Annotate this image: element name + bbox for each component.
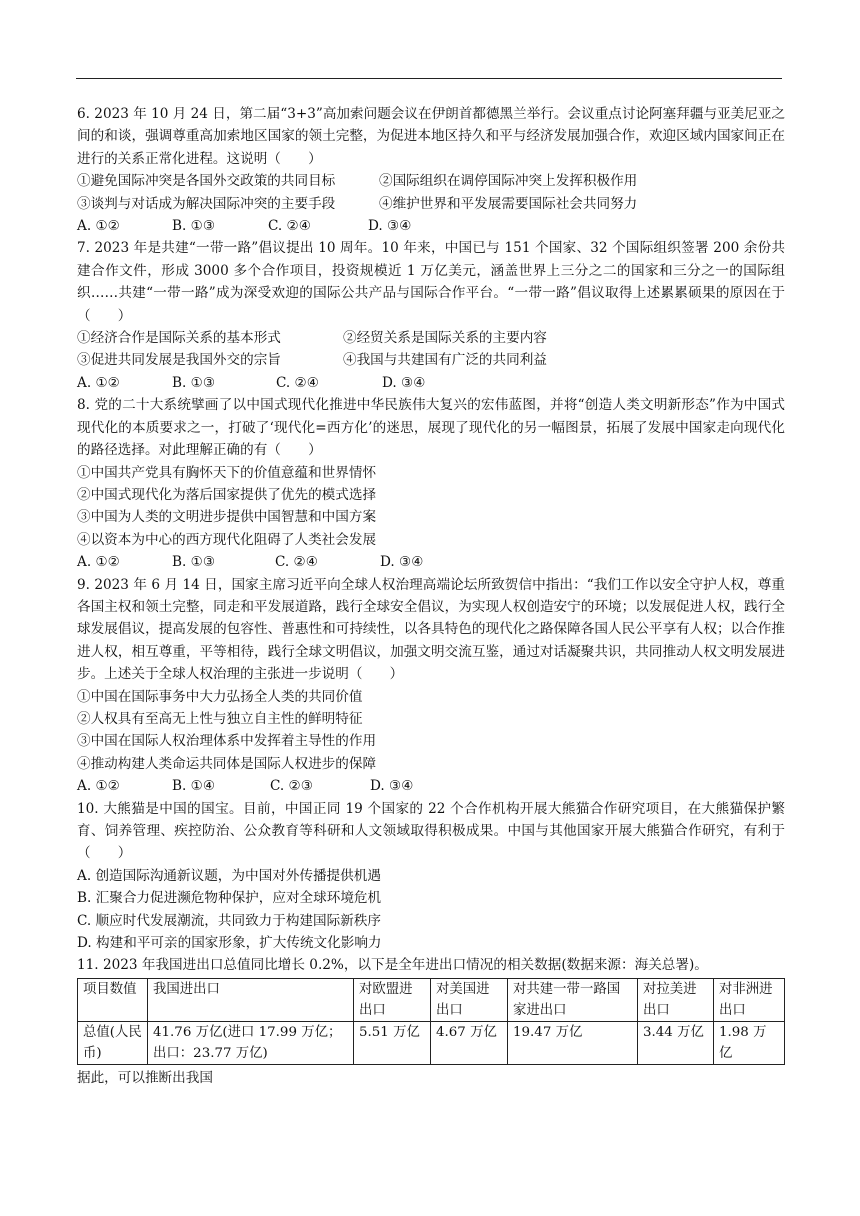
choice-a: A. ①② [77, 554, 120, 571]
question-10-stem: 10. 大熊猫是中国的国宝。目前，中国正同 19 个国家的 22 个合作机构开展大熊猫合作研究项目，在大熊猫保护繁育、饲养管理、疾控防治、公众教育等科研和人文领域取得积极成果。中国与其他国家开展大熊猫合作研究，有利于（ ） [77, 800, 785, 862]
choice-a: A. 创造国际沟通新议题，为中国对外传播提供机遇 [77, 867, 381, 884]
table-cell: 19.47 万亿 [508, 1021, 638, 1064]
choice-b: B. ①③ [172, 554, 216, 571]
choice-c: C. ②④ [276, 374, 319, 391]
question-11-followup: 据此，可以推断出我国 [77, 1069, 213, 1086]
choice-d: D. ③④ [380, 554, 424, 571]
question-6-stem: 6. 2023 年 10 月 24 日，第二届“3+3”高加索问题会议在伊朗首都德黑兰举行。会议重点讨论阿塞拜疆与亚美尼亚之间的和谈，强调尊重高加索地区国家的领土完整，为促进本地区持久和平与经济发展加强合作，欢迎区域内国家间正在进行的关系正常化进程。这说明（ ） [77, 106, 786, 167]
table-cell: 5.51 万亿 [354, 1021, 431, 1064]
statement-1: ①避免国际冲突是各国外交政策的共同目标 [77, 173, 336, 190]
statement-2: ②人权具有至高无上性与独立自主性的鲜明特征 [77, 710, 363, 727]
table-row [78, 1021, 785, 1064]
statement-4: ④以资本为中心的西方现代化阻碍了人类社会发展 [77, 531, 377, 548]
choice-d: D. ③④ [382, 374, 426, 391]
table-header-cell: 对共建一带一路国家进出口 [508, 978, 638, 1021]
table-header-cell: 对欧盟进出口 [354, 978, 431, 1021]
table-header-cell: 对非洲进出口 [714, 978, 785, 1021]
choice-b: B. ①③ [172, 374, 216, 391]
table-cell: 1.98 万亿 [714, 1021, 785, 1064]
question-7-statements [77, 327, 785, 372]
choice-b: B. 汇聚合力促进濒危物种保护，应对全球环境危机 [77, 890, 382, 907]
trade-data-table [77, 978, 785, 1065]
question-9-stem: 9. 2023 年 6 月 14 日，国家主席习近平向全球人权治理高端论坛所致贺信中指出：“我们工作以安全守护人权，尊重各国主权和领土完整，同走和平发展道路，践行全球安全倡议，为实现人权创造安宁的环境；以发展促进人权，践行全球发展倡议，提高发展的包容性、普惠性和可持续性，以各具特色的现代化之路保障各国人民公平享有人权；以合作推进人权，相互尊重，平等相待，践行全球文明倡议，加强文明交流互鉴，通过对话凝聚共识，共同推动人权文明发展进步。上述关于全球人权治理的主张进一步说明（ ） [77, 576, 785, 683]
question-6-choices [77, 215, 785, 237]
table-header-cell: 项目数值 [78, 978, 148, 1021]
question-list [77, 103, 785, 1089]
statement-1: ①中国在国际事务中大力弘扬全人类的共同价值 [77, 688, 363, 705]
question-7-choices [77, 372, 785, 394]
choice-d: D. ③④ [368, 218, 412, 235]
table-cell: 4.67 万亿 [431, 1021, 508, 1064]
statement-3: ③谈判与对话成为解决国际冲突的主要手段 [77, 195, 336, 212]
table-header-cell: 我国进出口 [148, 978, 354, 1021]
statement-4: ④我国与共建国有广泛的共同利益 [343, 352, 547, 369]
choice-c: C. 顺应时代发展潮流，共同致力于构建国际新秩序 [77, 912, 382, 929]
question-11-stem: 11. 2023 年我国进出口总值同比增长 0.2%，以下是全年进出口情况的相关数据(数据来源：海关总署)。 [77, 957, 708, 974]
choice-d: D. ③④ [370, 778, 414, 795]
statement-3: ③中国为人类的文明进步提供中国智慧和中国方案 [77, 509, 377, 526]
choice-c: C. ②④ [268, 218, 311, 235]
header-rule [76, 78, 782, 79]
choice-c: C. ②④ [275, 554, 318, 571]
statement-2: ②国际组织在调停国际冲突上发挥积极作用 [379, 173, 638, 190]
table-header-row [78, 978, 785, 1021]
choice-b: B. ①③ [172, 218, 216, 235]
choice-d: D. 构建和平可亲的国家形象，扩大传统文化影响力 [77, 935, 382, 952]
table-header-cell: 对拉美进出口 [638, 978, 714, 1021]
statement-2: ②中国式现代化为落后国家提供了优先的模式选择 [77, 486, 377, 503]
table-cell: 41.76 万亿(进口 17.99 万亿；出口：23.77 万亿) [148, 1021, 354, 1064]
question-9-choices [77, 775, 785, 797]
choice-a: A. ①② [77, 218, 120, 235]
choice-c: C. ②③ [270, 778, 313, 795]
choice-a: A. ①② [77, 778, 120, 795]
question-6-statements [77, 170, 785, 215]
table-cell: 3.44 万亿 [638, 1021, 714, 1064]
statement-3: ③中国在国际人权治理体系中发挥着主导性的作用 [77, 733, 377, 750]
statement-4: ④维护世界和平发展需要国际社会共同努力 [379, 195, 638, 212]
statement-1: ①中国共产党具有胸怀天下的价值意蕴和世界情怀 [77, 464, 377, 481]
table-header-cell: 对美国进出口 [431, 978, 508, 1021]
question-8-choices [77, 551, 785, 573]
choice-b: B. ①④ [172, 778, 216, 795]
statement-1: ①经济合作是国际关系的基本形式 [77, 330, 281, 347]
question-8-stem: 8. 党的二十大系统擘画了以中国式现代化推进中华民族伟大复兴的宏伟蓝图，并将“创造人类文明新形态”作为中国式现代化的本质要求之一，打破了‘现代化=西方化’的迷思，展现了现代化的另一幅图景，拓展了发展中国家走向现代化的路径选择。对此理解正确的有（ ） [77, 397, 785, 459]
table-cell: 总值(人民币) [78, 1021, 148, 1064]
choice-a: A. ①② [77, 374, 120, 391]
statement-3: ③促进共同发展是我国外交的宗旨 [77, 352, 281, 369]
statement-2: ②经贸关系是国际关系的主要内容 [343, 330, 547, 347]
question-7-stem: 7. 2023 年是共建“一带一路”倡议提出 10 周年。10 年来，中国已与 151 个国家、32 个国际组织签署 200 余份共建合作文件，形成 3000 多个合作项目，投资规模近 1 万亿美元，涵盖世界上三分之二的国家和三分之一的国际组织……共建“一带一路”成为深受欢迎的国际公共产品与国际合作平台。“一带一路”倡议取得上述累累硕果的原因在于（ ） [77, 240, 785, 324]
statement-4: ④推动构建人类命运共同体是国际人权进步的保障 [77, 755, 377, 772]
